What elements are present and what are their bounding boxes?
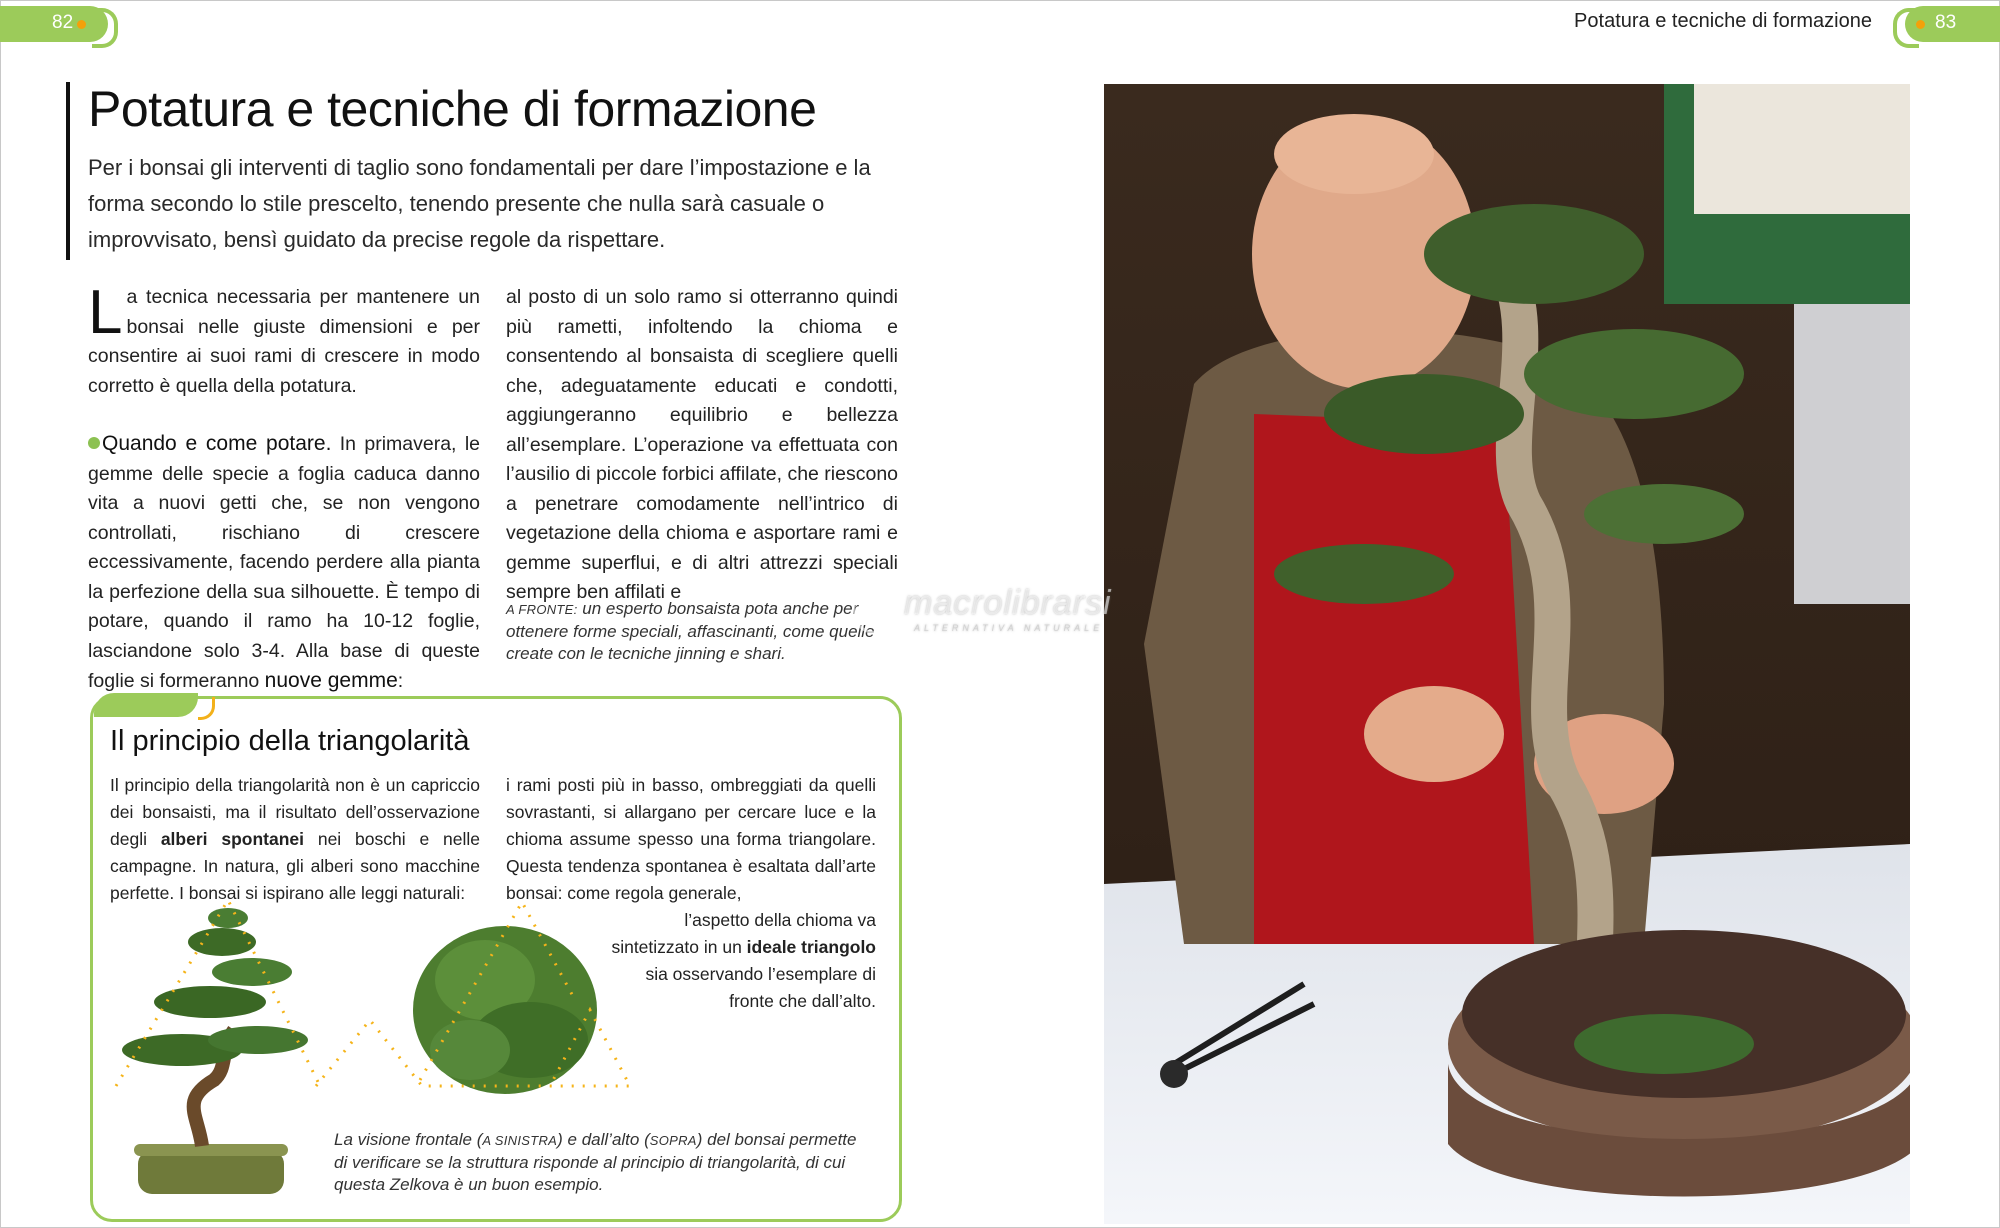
title-rule bbox=[66, 82, 70, 260]
paragraph-text: al posto di un solo ramo si otterranno quindi più rametti, infoltendo la chioma e consentendo al bonsaista di scegliere quelli che, adeguatamente educati e condotti, aggiungeranno equilibrio e bellezza all’esemplare. L’operazione va effettuata con l’ausilio di piccole forbici affilate, che riescono a penetrare comodamente nell’intrico di vegetazione della chioma e asportare rami e gemme superflui, e di altri attrezzi speciali sempre ben affilati e bbox=[506, 286, 899, 603]
orange-dot-icon bbox=[77, 20, 86, 29]
box-text: nei boschi e nelle campagne. In natura, gli alberi sono macchine perfette. I bonsai si ispirano alle leggi naturali: bbox=[110, 829, 480, 903]
caption-small-caps: A SINISTRA bbox=[482, 1133, 558, 1148]
paragraph-opening bbox=[88, 278, 480, 401]
caption-label: A FRONTE: bbox=[506, 602, 578, 617]
box-text: l’aspetto della chioma va sintetizzato in un bbox=[611, 910, 876, 957]
paragraph-text: In primavera, le gemme delle specie a foglia caduca danno vita a nuovi getti che, se non vengono controllati, rischiano di crescere eccessivamente, facendo perdere alla pianta la perfezione della sua silhouette. È tempo di potare, quando il ramo ha 10-12 foglie, lasciandone solo 3-4. Alla base di queste foglie si formeranno bbox=[88, 433, 480, 692]
caption-text: ) e dall’alto ( bbox=[557, 1130, 650, 1149]
caption-text: La visione frontale ( bbox=[334, 1130, 483, 1149]
box-bold-text: alberi spontanei bbox=[160, 829, 304, 849]
running-head: Potatura e tecniche di formazione bbox=[1574, 10, 1872, 32]
caption-text: ) del bonsai permette di verificare se la struttura risponde al principio di triangolarità, di cui questa Zelkova è un buon esempio. bbox=[334, 1130, 857, 1194]
body-column-1 bbox=[88, 278, 480, 697]
paragraph-when-how bbox=[88, 429, 480, 697]
front-bonsai-icon bbox=[116, 900, 320, 1194]
intro-paragraph: Per i bonsai gli interventi di taglio sono fondamentali per dare l’impostazione e la forma secondo lo stile prescelto, tenendo presente che nulla sarà casuale o improvvisato, bensì guidato da precise regole da rispettare. bbox=[88, 155, 871, 252]
box-bold-text: ideale triangolo bbox=[746, 937, 876, 957]
page-title: Potatura e tecniche di formazione bbox=[88, 81, 817, 137]
caption-text: un esperto bonsaista pota anche per ottenere forme speciali, affascinanti, come quelle create con le tecniche jinning e shari. bbox=[506, 599, 875, 663]
box-text: i rami posti più in basso, ombreggiati da quelli sovrastanti, si allargano per cercare luce e la chioma assume spesso una forma triangolare. Questa tendenza spontanea è esaltata dall’arte bonsai: come regola generale, bbox=[506, 775, 876, 903]
watermark bbox=[856, 584, 1112, 633]
illustration-caption bbox=[334, 1129, 874, 1196]
box-title: Il principio della triangolarità bbox=[110, 725, 470, 757]
drop-cap: L bbox=[88, 278, 123, 347]
tab-arc-icon bbox=[92, 8, 118, 48]
paragraph-text: : bbox=[397, 670, 404, 692]
watermark-text: macrolibrarsi bbox=[904, 584, 1112, 622]
page-number-right-tab bbox=[1905, 6, 2000, 42]
orange-dot-icon bbox=[1916, 20, 1925, 29]
paragraph-text: a tecnica necessaria per mantenere un bonsai nelle giuste dimensioni e per consentire ai suoi rami di crescere in modo corretto è quella della potatura. bbox=[88, 286, 480, 397]
box-tab-icon bbox=[94, 693, 198, 717]
caption-small-caps: SOPRA bbox=[649, 1133, 697, 1148]
body-column-2 bbox=[506, 283, 898, 608]
box-column-1 bbox=[110, 772, 480, 907]
top-bonsai-icon bbox=[316, 902, 630, 1094]
page-number-right: 83 bbox=[1935, 12, 1957, 33]
box-text: sia osservando l’esemplare di fronte che dall’alto. bbox=[645, 964, 876, 1011]
highlight-text: nuove gemme bbox=[264, 669, 398, 692]
page-number-left: 82 bbox=[52, 12, 74, 33]
photo-caption bbox=[506, 598, 896, 665]
green-bullet-icon bbox=[88, 437, 100, 449]
watermark-subtext: ALTERNATIVA NATURALE bbox=[914, 623, 1104, 633]
tab-arc-icon bbox=[1893, 8, 1919, 48]
box-text: Il principio della triangolarità non è un capriccio dei bonsaisti, ma il risultato dell’osservazione degli bbox=[110, 775, 480, 849]
paragraph-heading: Quando e come potare. bbox=[102, 432, 332, 455]
page-number-left-tab bbox=[0, 6, 108, 42]
bonsai-master-photo bbox=[1104, 84, 1910, 1224]
